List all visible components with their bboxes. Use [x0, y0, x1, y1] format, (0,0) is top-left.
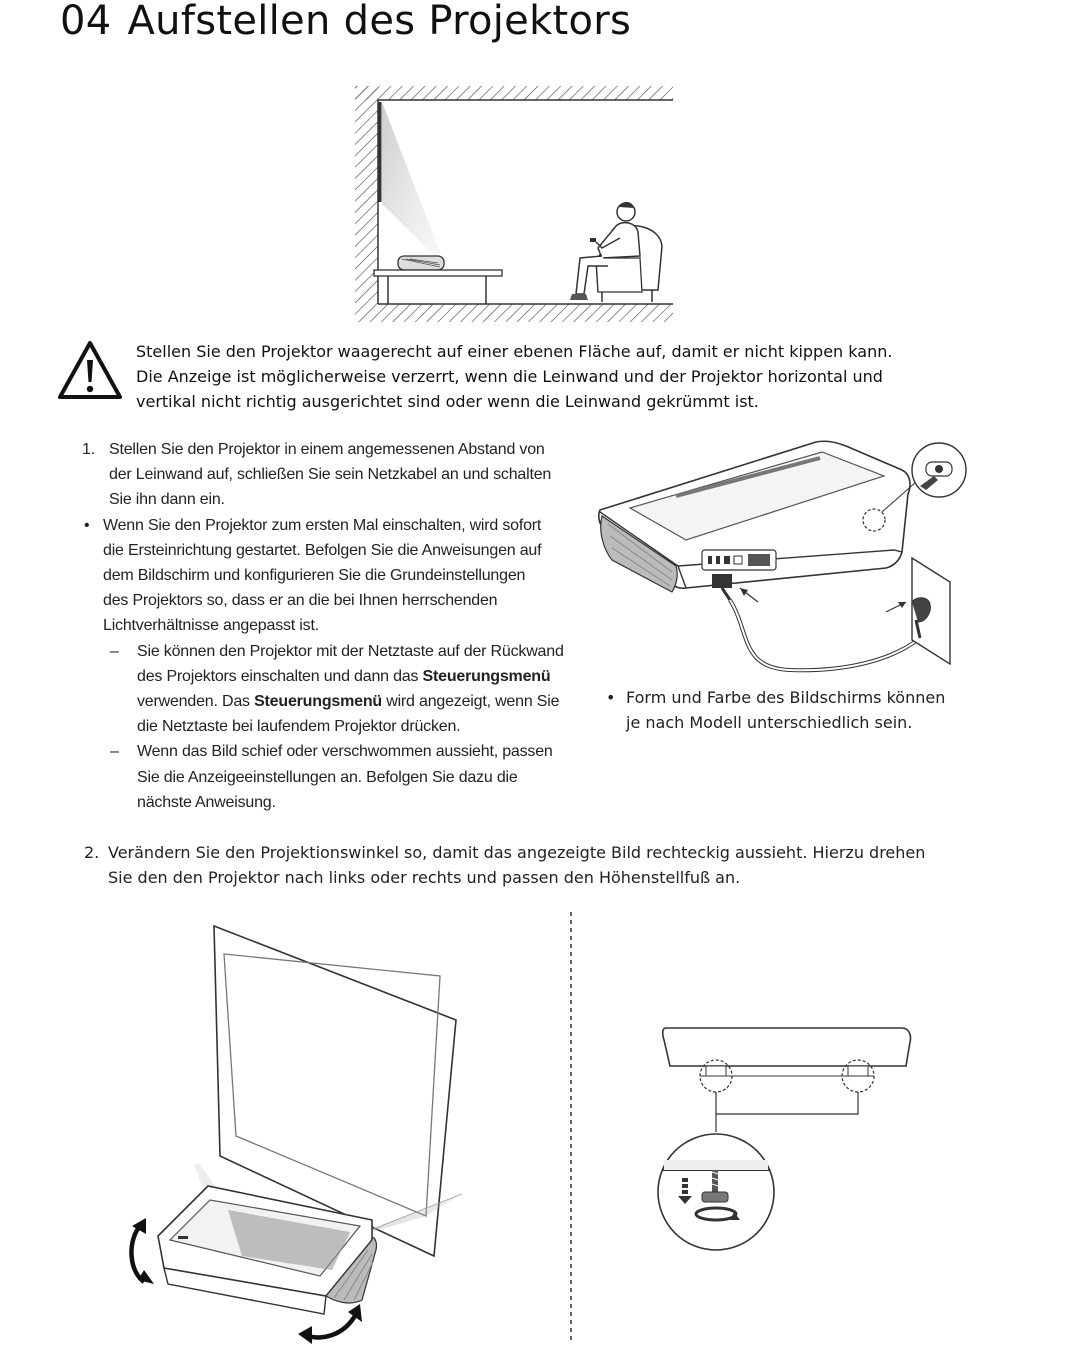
warning-triangle-icon — [57, 340, 123, 400]
dash-line: Sie die Anzeigeeinstellungen an. Befolgen Sie dazu die — [137, 768, 518, 786]
page-title — [60, 0, 631, 44]
rotate-arrow-icon — [298, 1304, 364, 1346]
step-2 — [84, 840, 925, 890]
dash-line: nächste Anweisung. — [137, 793, 276, 811]
warning-line: Stellen Sie den Projektor waagerecht auf einer ebenen Fläche auf, damit er nicht kippen kann. — [136, 342, 893, 361]
chapter-title: Aufstellen des Projektors — [127, 0, 632, 44]
step-1 — [82, 437, 564, 815]
dash-mark: – — [110, 743, 119, 761]
bullet-mark: • — [84, 516, 90, 534]
bullet-line: die Ersteinrichtung gestartet. Befolgen Sie die Anweisungen auf — [103, 541, 542, 559]
dash-line: die Netztaste bei laufendem Projektor drücken. — [137, 718, 461, 736]
power-connection-illustration — [590, 432, 980, 682]
dash-line: wird angezeigt, wenn Sie — [381, 693, 560, 711]
warning-text — [136, 339, 1036, 414]
bullet-line: Wenn Sie den Projektor zum ersten Mal einschalten, wird sofort — [103, 516, 542, 534]
note-line: Form und Farbe des Bildschirms können — [626, 688, 946, 707]
bullet-line: Lichtverhältnisse angepasst ist. — [103, 617, 319, 635]
step-line: der Leinwand auf, schließen Sie sein Netzkabel an und schalten — [109, 466, 552, 484]
room-illustration — [340, 80, 680, 330]
warning-line: vertikal nicht richtig ausgerichtet sind oder wenn die Leinwand gekrümmt ist. — [136, 392, 759, 411]
bullet-mark: • — [606, 688, 616, 707]
step-number: 1. — [82, 441, 95, 458]
bullet-line: dem Bildschirm und konfigurieren Sie die Grundeinstellungen — [103, 567, 526, 585]
bullet-line: des Projektors so, dass er an die bei Ihnen herrschenden — [103, 592, 498, 610]
step-line: Sie den den Projektor nach links oder rechts und passen den Höhenstellfuß an. — [108, 868, 741, 887]
step-line: Verändern Sie den Projektionswinkel so, damit das angezeigte Bild rechteckig aussieht. Hierzu drehen — [108, 843, 926, 862]
dash-line: Wenn das Bild schief oder verschwommen aussieht, passen — [137, 743, 553, 761]
dash-line: Sie können den Projektor mit der Netztaste auf der Rückwand — [137, 642, 564, 660]
warning-line: Die Anzeige ist möglicherweise verzerrt, wenn die Leinwand und der Projektor horizontal und — [136, 367, 883, 386]
menu-name: Steuerungsmenü — [422, 667, 551, 685]
projection-angle-illustration — [110, 920, 490, 1350]
height-adjust-illustration — [650, 1020, 920, 1260]
step-number: 2. — [84, 843, 100, 862]
dashed-divider — [569, 912, 573, 1342]
step-line: Stellen Sie den Projektor in einem angemessenen Abstand von — [109, 441, 545, 458]
note-line: je nach Modell unterschiedlich sein. — [626, 713, 913, 732]
chapter-number: 04 — [60, 0, 112, 44]
dash-line: verwenden. Das — [137, 693, 255, 711]
model-note — [606, 685, 945, 735]
step-line: Sie ihn dann ein. — [109, 491, 225, 509]
rotate-arrow-icon — [124, 1218, 160, 1288]
dash-line: des Projektors einschalten und dann das — [137, 667, 423, 685]
dash-mark: – — [110, 642, 119, 660]
menu-name: Steuerungsmenü — [254, 693, 382, 711]
